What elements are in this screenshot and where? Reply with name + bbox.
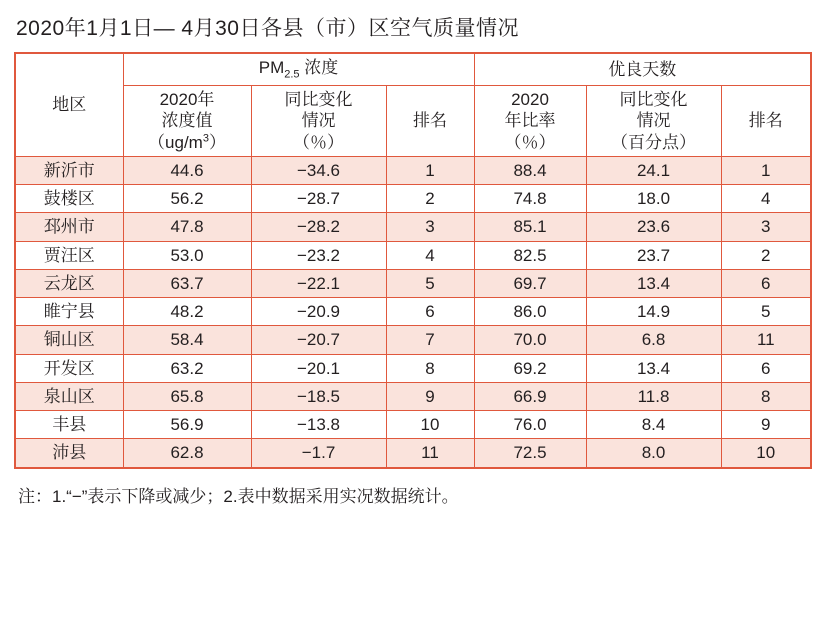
cell-days-rank: 9 bbox=[721, 411, 811, 439]
header-group-pm25-tail: 浓度 bbox=[299, 58, 339, 77]
cell-days-value: 82.5 bbox=[474, 241, 586, 269]
cell-pm25-value: 56.2 bbox=[123, 185, 251, 213]
header-group-good-days: 优良天数 bbox=[474, 53, 811, 86]
header-days-change-line3: （百分点） bbox=[611, 132, 697, 152]
cell-pm25-change: −1.7 bbox=[251, 439, 386, 468]
header-pm25-change-line1: 同比变化 bbox=[284, 90, 353, 110]
cell-region: 沛县 bbox=[15, 439, 123, 468]
cell-pm25-change: −20.9 bbox=[251, 298, 386, 326]
cell-days-change: 13.4 bbox=[586, 354, 721, 382]
cell-days-rank: 3 bbox=[721, 213, 811, 241]
cell-pm25-change: −20.7 bbox=[251, 326, 386, 354]
cell-days-value: 69.7 bbox=[474, 269, 586, 297]
header-days-value-line2: 年比率 bbox=[504, 111, 556, 131]
cell-days-rank: 10 bbox=[721, 439, 811, 468]
header-days-change-line2: 情况 bbox=[636, 111, 671, 131]
cell-days-change: 23.7 bbox=[586, 241, 721, 269]
cell-pm25-value: 58.4 bbox=[123, 326, 251, 354]
header-row-sub bbox=[15, 86, 811, 157]
cell-days-rank: 8 bbox=[721, 382, 811, 410]
cell-region: 邳州市 bbox=[15, 213, 123, 241]
cell-days-value: 85.1 bbox=[474, 213, 586, 241]
header-days-change bbox=[586, 86, 721, 157]
cell-days-rank: 5 bbox=[721, 298, 811, 326]
cell-days-change: 18.0 bbox=[586, 185, 721, 213]
cell-days-change: 11.8 bbox=[586, 382, 721, 410]
cell-days-value: 88.4 bbox=[474, 156, 586, 184]
cell-pm25-rank: 3 bbox=[386, 213, 474, 241]
cell-days-change: 14.9 bbox=[586, 298, 721, 326]
header-days-value-line1: 2020 bbox=[511, 90, 549, 110]
table-note: 注：1.“−”表示下降或减少；2.表中数据采用实况数据统计。 bbox=[18, 486, 459, 506]
cell-pm25-value: 63.7 bbox=[123, 269, 251, 297]
table-row bbox=[15, 354, 811, 382]
table-row bbox=[15, 241, 811, 269]
cell-pm25-change: −18.5 bbox=[251, 382, 386, 410]
cell-pm25-value: 56.9 bbox=[123, 411, 251, 439]
header-pm25-change-line3: （％） bbox=[293, 132, 344, 152]
header-pm25-change-line2: 情况 bbox=[301, 111, 336, 131]
cell-pm25-change: −28.7 bbox=[251, 185, 386, 213]
header-pm25-unit-sup: 3 bbox=[202, 131, 209, 144]
cell-days-value: 74.8 bbox=[474, 185, 586, 213]
table-row bbox=[15, 185, 811, 213]
table-row bbox=[15, 213, 811, 241]
cell-days-change: 8.0 bbox=[586, 439, 721, 468]
cell-pm25-rank: 9 bbox=[386, 382, 474, 410]
cell-days-value: 86.0 bbox=[474, 298, 586, 326]
cell-days-rank: 11 bbox=[721, 326, 811, 354]
header-pm25-change bbox=[251, 86, 386, 157]
cell-pm25-rank: 1 bbox=[386, 156, 474, 184]
cell-days-change: 6.8 bbox=[586, 326, 721, 354]
header-pm25-value bbox=[123, 86, 251, 157]
cell-pm25-rank: 10 bbox=[386, 411, 474, 439]
header-pm25-value-line1: 2020年 bbox=[159, 90, 215, 110]
header-row-groups bbox=[15, 53, 811, 86]
header-pm25-unit-main: （ug/m bbox=[148, 132, 203, 152]
cell-region: 泉山区 bbox=[15, 382, 123, 410]
cell-region: 开发区 bbox=[15, 354, 123, 382]
cell-pm25-value: 44.6 bbox=[123, 156, 251, 184]
cell-days-rank: 6 bbox=[721, 269, 811, 297]
header-group-pm25-main: PM bbox=[258, 58, 285, 77]
cell-pm25-change: −23.2 bbox=[251, 241, 386, 269]
cell-pm25-value: 62.8 bbox=[123, 439, 251, 468]
table-row bbox=[15, 156, 811, 184]
cell-region: 睢宁县 bbox=[15, 298, 123, 326]
cell-pm25-change: −34.6 bbox=[251, 156, 386, 184]
cell-days-rank: 4 bbox=[721, 185, 811, 213]
table-row bbox=[15, 298, 811, 326]
table-row bbox=[15, 269, 811, 297]
cell-region: 云龙区 bbox=[15, 269, 123, 297]
header-days-change-line1: 同比变化 bbox=[619, 90, 688, 110]
cell-pm25-rank: 4 bbox=[386, 241, 474, 269]
cell-days-value: 70.0 bbox=[474, 326, 586, 354]
cell-days-change: 23.6 bbox=[586, 213, 721, 241]
cell-pm25-rank: 5 bbox=[386, 269, 474, 297]
cell-days-value: 76.0 bbox=[474, 411, 586, 439]
cell-days-value: 72.5 bbox=[474, 439, 586, 468]
cell-days-change: 8.4 bbox=[586, 411, 721, 439]
cell-pm25-change: −13.8 bbox=[251, 411, 386, 439]
header-group-pm25-sub: 2.5 bbox=[284, 68, 300, 81]
cell-region: 鼓楼区 bbox=[15, 185, 123, 213]
cell-days-rank: 2 bbox=[721, 241, 811, 269]
cell-pm25-rank: 2 bbox=[386, 185, 474, 213]
header-days-value bbox=[474, 86, 586, 157]
cell-days-rank: 1 bbox=[721, 156, 811, 184]
header-days-rank: 排名 bbox=[721, 86, 811, 157]
cell-pm25-rank: 7 bbox=[386, 326, 474, 354]
cell-days-value: 66.9 bbox=[474, 382, 586, 410]
cell-region: 铜山区 bbox=[15, 326, 123, 354]
header-pm25-unit-tail: ） bbox=[208, 132, 226, 152]
cell-pm25-value: 48.2 bbox=[123, 298, 251, 326]
air-quality-table bbox=[14, 52, 812, 469]
table-row bbox=[15, 439, 811, 468]
header-region: 地区 bbox=[15, 53, 123, 156]
cell-pm25-change: −28.2 bbox=[251, 213, 386, 241]
cell-pm25-value: 53.0 bbox=[123, 241, 251, 269]
header-pm25-value-line3 bbox=[126, 132, 249, 153]
cell-days-change: 24.1 bbox=[586, 156, 721, 184]
table-header bbox=[15, 53, 811, 156]
header-group-pm25 bbox=[123, 53, 474, 86]
cell-pm25-value: 65.8 bbox=[123, 382, 251, 410]
cell-pm25-change: −20.1 bbox=[251, 354, 386, 382]
table-row bbox=[15, 411, 811, 439]
page-title: 2020年1月1日— 4月30日各县（市）区空气质量情况 bbox=[16, 17, 519, 40]
cell-region: 新沂市 bbox=[15, 156, 123, 184]
table-row bbox=[15, 382, 811, 410]
header-days-value-line3: （％） bbox=[504, 132, 556, 152]
cell-pm25-value: 47.8 bbox=[123, 213, 251, 241]
cell-region: 丰县 bbox=[15, 411, 123, 439]
cell-days-change: 13.4 bbox=[586, 269, 721, 297]
cell-pm25-rank: 6 bbox=[386, 298, 474, 326]
cell-days-rank: 6 bbox=[721, 354, 811, 382]
table-body bbox=[15, 156, 811, 467]
cell-days-value: 69.2 bbox=[474, 354, 586, 382]
header-pm25-rank: 排名 bbox=[386, 86, 474, 157]
header-pm25-value-line2: 浓度值 bbox=[161, 111, 213, 131]
cell-pm25-change: −22.1 bbox=[251, 269, 386, 297]
cell-pm25-rank: 11 bbox=[386, 439, 474, 468]
table-row bbox=[15, 326, 811, 354]
cell-region: 贾汪区 bbox=[15, 241, 123, 269]
cell-pm25-rank: 8 bbox=[386, 354, 474, 382]
cell-pm25-value: 63.2 bbox=[123, 354, 251, 382]
